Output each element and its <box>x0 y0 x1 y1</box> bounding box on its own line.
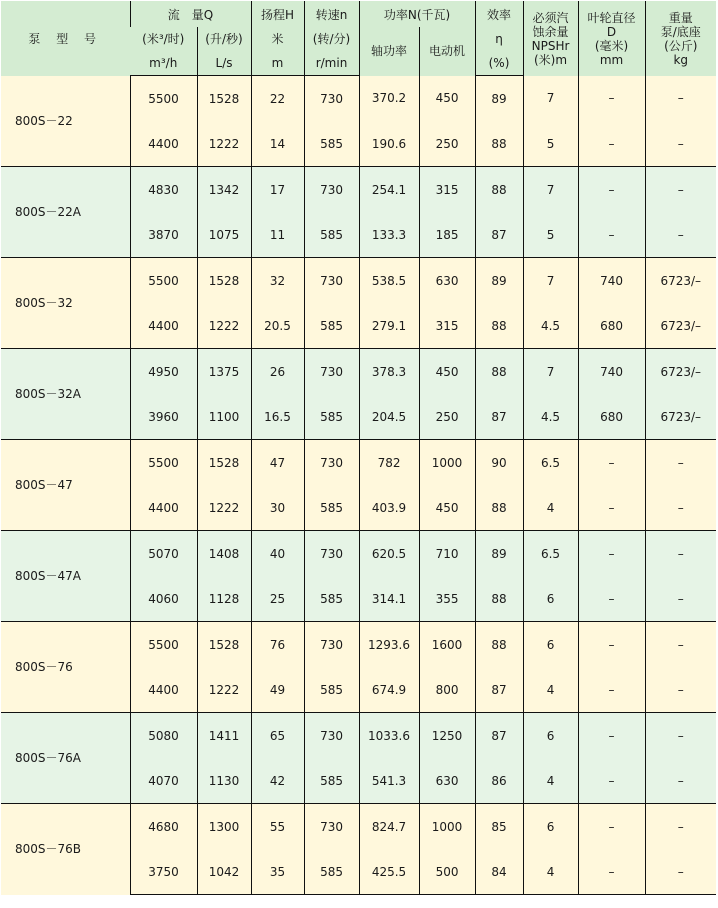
header-weight-line4: kg <box>673 53 689 68</box>
cell-weight: – <box>645 531 716 577</box>
cell-shaft-power: 782 <box>359 440 419 486</box>
cell-weight: – <box>645 849 716 895</box>
cell-head: 76 <box>251 622 304 668</box>
table-row <box>1 804 716 850</box>
cell-motor-power: 1000 <box>419 440 475 486</box>
cell-motor-power: 1000 <box>419 804 475 850</box>
cell-speed: 730 <box>304 258 359 304</box>
header-efficiency-symbol: η <box>475 27 523 51</box>
cell-shaft-power: 403.9 <box>359 485 419 531</box>
cell-weight: – <box>645 576 716 622</box>
cell-head: 40 <box>251 531 304 577</box>
cell-weight: – <box>645 212 716 258</box>
pump-spec-table-container <box>1 1 716 906</box>
cell-motor-power: 500 <box>419 849 475 895</box>
cell-weight: – <box>645 485 716 531</box>
cell-npsh: 6.5 <box>523 531 578 577</box>
cell-flow-ls: 1128 <box>197 576 251 622</box>
cell-shaft-power: 1293.6 <box>359 622 419 668</box>
cell-motor-power: 1600 <box>419 622 475 668</box>
cell-motor-power: 800 <box>419 667 475 713</box>
cell-impeller-diameter: – <box>578 212 645 258</box>
cell-impeller-diameter: 740 <box>578 349 645 395</box>
cell-flow-m3: 4400 <box>130 667 197 713</box>
header-impeller <box>578 1 645 76</box>
cell-flow-m3: 5080 <box>130 713 197 759</box>
cell-impeller-diameter: – <box>578 485 645 531</box>
cell-impeller-diameter: – <box>578 76 645 122</box>
cell-flow-m3: 5070 <box>130 531 197 577</box>
cell-weight: 6723/– <box>645 258 716 304</box>
cell-npsh: 7 <box>523 258 578 304</box>
header-head: 扬程H <box>251 1 304 27</box>
cell-flow-m3: 4400 <box>130 303 197 349</box>
cell-motor-power: 185 <box>419 212 475 258</box>
header-speed-cn: (转/分) <box>304 27 359 51</box>
cell-npsh: 7 <box>523 76 578 122</box>
cell-speed: 585 <box>304 758 359 804</box>
table-body <box>1 76 716 895</box>
cell-flow-ls: 1222 <box>197 485 251 531</box>
cell-efficiency: 89 <box>475 258 523 304</box>
cell-efficiency: 87 <box>475 394 523 440</box>
cell-flow-m3: 5500 <box>130 258 197 304</box>
cell-flow-m3: 4680 <box>130 804 197 850</box>
cell-impeller-diameter: – <box>578 804 645 850</box>
cell-flow-m3: 5500 <box>130 440 197 486</box>
cell-speed: 585 <box>304 303 359 349</box>
header-weight-line1: 重量 <box>668 11 693 26</box>
cell-weight: – <box>645 76 716 122</box>
cell-efficiency: 85 <box>475 804 523 850</box>
cell-weight: 6723/– <box>645 349 716 395</box>
cell-model: 800S－32A <box>1 349 130 440</box>
cell-flow-ls: 1300 <box>197 804 251 850</box>
cell-head: 42 <box>251 758 304 804</box>
header-flow-m3-label: (米³/时) <box>130 27 197 51</box>
cell-model: 800S－76B <box>1 804 130 895</box>
header-npsh-line2: 蚀余量 <box>532 25 569 40</box>
cell-motor-power: 355 <box>419 576 475 622</box>
cell-head: 32 <box>251 258 304 304</box>
cell-efficiency: 89 <box>475 531 523 577</box>
cell-efficiency: 87 <box>475 667 523 713</box>
cell-flow-ls: 1408 <box>197 531 251 577</box>
cell-flow-ls: 1528 <box>197 440 251 486</box>
cell-weight: – <box>645 804 716 850</box>
header-weight-line3: (公斤) <box>664 39 698 54</box>
header-efficiency: 效率 <box>475 1 523 27</box>
cell-head: 22 <box>251 76 304 122</box>
cell-flow-ls: 1075 <box>197 212 251 258</box>
cell-flow-ls: 1100 <box>197 394 251 440</box>
cell-impeller-diameter: – <box>578 576 645 622</box>
cell-flow-m3: 3750 <box>130 849 197 895</box>
cell-flow-ls: 1222 <box>197 667 251 713</box>
cell-speed: 585 <box>304 667 359 713</box>
cell-shaft-power: 190.6 <box>359 121 419 167</box>
cell-impeller-diameter: – <box>578 531 645 577</box>
cell-speed: 585 <box>304 576 359 622</box>
cell-head: 26 <box>251 349 304 395</box>
cell-impeller-diameter: 680 <box>578 394 645 440</box>
cell-head: 55 <box>251 804 304 850</box>
cell-head: 47 <box>251 440 304 486</box>
cell-speed: 730 <box>304 531 359 577</box>
cell-flow-ls: 1375 <box>197 349 251 395</box>
cell-weight: – <box>645 713 716 759</box>
cell-model: 800S－47 <box>1 440 130 531</box>
cell-head: 17 <box>251 167 304 213</box>
cell-speed: 585 <box>304 121 359 167</box>
table-row <box>1 622 716 668</box>
cell-flow-ls: 1130 <box>197 758 251 804</box>
cell-npsh: 4 <box>523 849 578 895</box>
cell-npsh: 7 <box>523 167 578 213</box>
header-efficiency-unit: (%) <box>475 51 523 76</box>
cell-flow-ls: 1222 <box>197 303 251 349</box>
cell-impeller-diameter: – <box>578 667 645 713</box>
cell-npsh: 6 <box>523 576 578 622</box>
cell-model: 800S－76A <box>1 713 130 804</box>
header-impeller-line4: mm <box>599 53 624 68</box>
cell-weight: – <box>645 167 716 213</box>
table-row <box>1 76 716 122</box>
cell-efficiency: 87 <box>475 713 523 759</box>
cell-flow-ls: 1222 <box>197 121 251 167</box>
cell-npsh: 4 <box>523 758 578 804</box>
header-flow-ls-label: (升/秒) <box>197 27 251 51</box>
header-impeller-line1: 叶轮直径 <box>587 11 636 26</box>
cell-speed: 730 <box>304 804 359 850</box>
cell-speed: 730 <box>304 349 359 395</box>
cell-weight: 6723/– <box>645 394 716 440</box>
header-weight <box>645 1 716 76</box>
cell-efficiency: 90 <box>475 440 523 486</box>
cell-flow-ls: 1042 <box>197 849 251 895</box>
cell-npsh: 6 <box>523 713 578 759</box>
cell-speed: 730 <box>304 440 359 486</box>
header-impeller-line2: D <box>606 25 617 40</box>
cell-flow-m3: 4060 <box>130 576 197 622</box>
cell-efficiency: 86 <box>475 758 523 804</box>
cell-shaft-power: 314.1 <box>359 576 419 622</box>
cell-shaft-power: 620.5 <box>359 531 419 577</box>
cell-efficiency: 88 <box>475 485 523 531</box>
cell-head: 30 <box>251 485 304 531</box>
header-motor-power: 电动机 <box>419 27 475 76</box>
header-npsh <box>523 1 578 76</box>
cell-npsh: 6.5 <box>523 440 578 486</box>
cell-efficiency: 88 <box>475 349 523 395</box>
cell-model: 800S－22A <box>1 167 130 258</box>
cell-shaft-power: 133.3 <box>359 212 419 258</box>
cell-flow-m3: 4830 <box>130 167 197 213</box>
table-row <box>1 531 716 577</box>
cell-head: 35 <box>251 849 304 895</box>
cell-head: 14 <box>251 121 304 167</box>
cell-speed: 585 <box>304 849 359 895</box>
cell-npsh: 4.5 <box>523 394 578 440</box>
cell-flow-ls: 1342 <box>197 167 251 213</box>
cell-npsh: 4.5 <box>523 303 578 349</box>
table-row <box>1 349 716 395</box>
cell-speed: 730 <box>304 622 359 668</box>
cell-efficiency: 88 <box>475 576 523 622</box>
cell-shaft-power: 370.2 <box>359 76 419 122</box>
cell-motor-power: 250 <box>419 121 475 167</box>
cell-efficiency: 88 <box>475 167 523 213</box>
cell-shaft-power: 824.7 <box>359 804 419 850</box>
cell-motor-power: 630 <box>419 758 475 804</box>
cell-shaft-power: 378.3 <box>359 349 419 395</box>
cell-model: 800S－32 <box>1 258 130 349</box>
cell-shaft-power: 425.5 <box>359 849 419 895</box>
cell-weight: – <box>645 121 716 167</box>
header-model: 泵 型 号 <box>1 1 130 76</box>
table-row <box>1 713 716 759</box>
cell-head: 25 <box>251 576 304 622</box>
cell-flow-m3: 3870 <box>130 212 197 258</box>
cell-weight: – <box>645 440 716 486</box>
cell-weight: 6723/– <box>645 303 716 349</box>
cell-motor-power: 450 <box>419 349 475 395</box>
cell-flow-m3: 5500 <box>130 622 197 668</box>
cell-npsh: 5 <box>523 121 578 167</box>
header-flow: 流 量Q <box>130 1 251 27</box>
cell-flow-m3: 3960 <box>130 394 197 440</box>
cell-model: 800S－47A <box>1 531 130 622</box>
cell-impeller-diameter: – <box>578 622 645 668</box>
cell-head: 49 <box>251 667 304 713</box>
header-impeller-line3: (毫米) <box>594 39 629 54</box>
cell-flow-ls: 1411 <box>197 713 251 759</box>
cell-model: 800S－76 <box>1 622 130 713</box>
cell-shaft-power: 279.1 <box>359 303 419 349</box>
header-speed: 转速n <box>304 1 359 27</box>
cell-motor-power: 450 <box>419 485 475 531</box>
cell-speed: 585 <box>304 485 359 531</box>
table-row <box>1 440 716 486</box>
table-header <box>1 1 716 76</box>
table-row <box>1 167 716 213</box>
cell-flow-ls: 1528 <box>197 258 251 304</box>
header-weight-line2: 泵/底座 <box>660 25 701 40</box>
cell-head: 20.5 <box>251 303 304 349</box>
cell-npsh: 7 <box>523 349 578 395</box>
cell-model: 800S－22 <box>1 76 130 167</box>
cell-shaft-power: 674.9 <box>359 667 419 713</box>
cell-head: 65 <box>251 713 304 759</box>
cell-efficiency: 87 <box>475 212 523 258</box>
cell-npsh: 6 <box>523 804 578 850</box>
table-row <box>1 258 716 304</box>
header-flow-ls-unit: L/s <box>197 51 251 76</box>
cell-efficiency: 84 <box>475 849 523 895</box>
cell-impeller-diameter: – <box>578 440 645 486</box>
cell-npsh: 5 <box>523 212 578 258</box>
cell-impeller-diameter: 740 <box>578 258 645 304</box>
header-shaft-power: 轴功率 <box>359 27 419 76</box>
cell-motor-power: 1250 <box>419 713 475 759</box>
cell-speed: 730 <box>304 76 359 122</box>
cell-head: 16.5 <box>251 394 304 440</box>
cell-flow-m3: 4400 <box>130 121 197 167</box>
cell-speed: 585 <box>304 394 359 440</box>
header-npsh-line1: 必须汽 <box>532 11 569 26</box>
cell-impeller-diameter: – <box>578 758 645 804</box>
cell-flow-ls: 1528 <box>197 76 251 122</box>
cell-impeller-diameter: – <box>578 713 645 759</box>
cell-head: 11 <box>251 212 304 258</box>
cell-impeller-diameter: – <box>578 167 645 213</box>
cell-impeller-diameter: – <box>578 849 645 895</box>
header-npsh-line3: NPSHr <box>531 39 570 54</box>
cell-flow-m3: 4070 <box>130 758 197 804</box>
cell-efficiency: 88 <box>475 121 523 167</box>
cell-shaft-power: 254.1 <box>359 167 419 213</box>
header-flow-m3-unit: m³/h <box>130 51 197 76</box>
header-speed-unit: r/min <box>304 51 359 76</box>
cell-flow-m3: 4400 <box>130 485 197 531</box>
cell-npsh: 4 <box>523 485 578 531</box>
cell-shaft-power: 204.5 <box>359 394 419 440</box>
cell-impeller-diameter: 680 <box>578 303 645 349</box>
cell-weight: – <box>645 758 716 804</box>
cell-npsh: 4 <box>523 667 578 713</box>
cell-speed: 585 <box>304 212 359 258</box>
cell-speed: 730 <box>304 167 359 213</box>
cell-shaft-power: 538.5 <box>359 258 419 304</box>
cell-efficiency: 88 <box>475 622 523 668</box>
cell-efficiency: 88 <box>475 303 523 349</box>
cell-npsh: 6 <box>523 622 578 668</box>
header-head-cn: 米 <box>251 27 304 51</box>
cell-motor-power: 315 <box>419 303 475 349</box>
header-npsh-line4: (米)m <box>533 53 568 68</box>
cell-efficiency: 89 <box>475 76 523 122</box>
cell-speed: 730 <box>304 713 359 759</box>
cell-shaft-power: 541.3 <box>359 758 419 804</box>
cell-shaft-power: 1033.6 <box>359 713 419 759</box>
cell-weight: – <box>645 622 716 668</box>
cell-weight: – <box>645 667 716 713</box>
cell-flow-ls: 1528 <box>197 622 251 668</box>
cell-impeller-diameter: – <box>578 121 645 167</box>
header-power: 功率N(千瓦) <box>359 1 475 27</box>
cell-motor-power: 450 <box>419 76 475 122</box>
pump-spec-table <box>1 1 716 895</box>
cell-flow-m3: 4950 <box>130 349 197 395</box>
cell-motor-power: 315 <box>419 167 475 213</box>
cell-flow-m3: 5500 <box>130 76 197 122</box>
cell-motor-power: 630 <box>419 258 475 304</box>
cell-motor-power: 710 <box>419 531 475 577</box>
cell-motor-power: 250 <box>419 394 475 440</box>
header-head-unit: m <box>251 51 304 76</box>
